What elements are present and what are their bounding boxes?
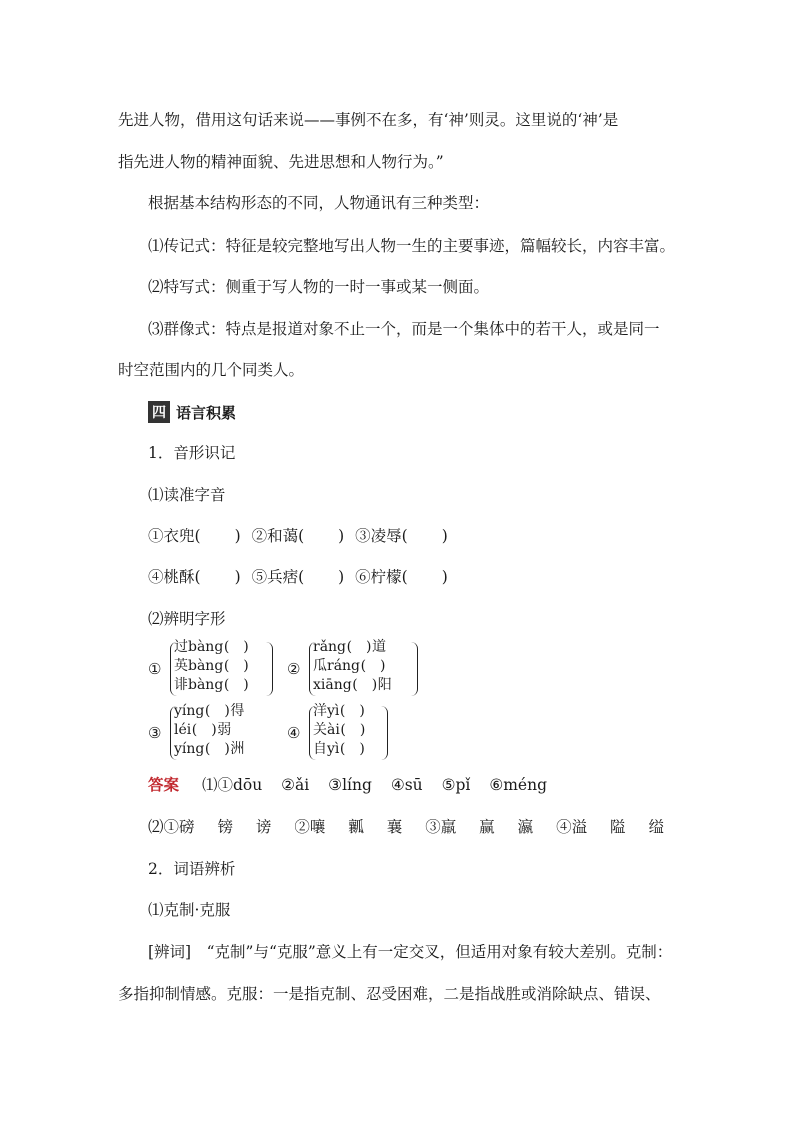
section-badge: 四: [148, 401, 170, 423]
glyph-exercise-q4: ④ 洋yì( ) 关ài( ) 自yì( ): [287, 702, 407, 766]
answer-label: 答案: [148, 775, 180, 794]
answer-line: ⑵①磅 镑 谤 ②嚷 瓤 襄 ③羸 赢 瀛 ④溢 隘 缢: [148, 818, 664, 836]
paragraph-line: 根据基本结构形态的不同，人物通讯有三种类型：: [148, 194, 490, 212]
right-brace: [266, 642, 273, 696]
glyph-exercise-q3: ③ yíng( )得 léi( )弱 yíng( )洲: [148, 702, 278, 766]
answer-line: 答案 ⑴①dōu ②ǎi ③líng ④sū ⑤pǐ ⑥méng: [148, 775, 547, 794]
type-item: ⑵特写式：侧重于写人物的一时一事或某一侧面。: [148, 278, 490, 296]
item-heading: 1．音形识记: [148, 444, 236, 462]
pronunciation-row: ④桃酥( ) ⑤兵痞( ) ⑥柠檬( ): [148, 568, 448, 586]
glyph-exercise-q1: ① 过bàng( ) 英bàng( ) 诽bàng( ): [148, 638, 278, 702]
sub-heading: ⑴克制·克服: [148, 901, 231, 919]
pronunciation-row: ①衣兜( ) ②和蔼( ) ③凌辱( ): [148, 527, 448, 545]
sub-heading: ⑵辨明字形: [148, 610, 226, 628]
paragraph-line: 指先进人物的精神面貌、先进思想和人物行为。”: [118, 153, 444, 171]
glyph-exercise-q2: ② rǎng( )道 瓜ráng( ) xiāng( )阳: [287, 638, 427, 702]
paragraph-line: 时空范围内的几个同类人。: [118, 361, 305, 379]
paragraph-line: [辨词] “克制”与“克服”意义上有一定交叉，但适用对象有较大差别。克制：: [148, 943, 673, 961]
section-heading: [148, 401, 236, 423]
sub-heading: ⑴读准字音: [148, 486, 226, 504]
item-heading: 2．词语辨析: [148, 860, 236, 878]
type-item: ⑶群像式：特点是报道对象不止一个，而是一个集体中的若干人，或是同一: [148, 320, 660, 338]
right-brace: [411, 642, 418, 696]
right-brace: [381, 706, 388, 760]
type-item: ⑴传记式：特征是较完整地写出人物一生的主要事迹，篇幅较长，内容丰富。: [148, 237, 676, 255]
paragraph-line: 多指抑制情感。克服：一是指克制、忍受困难，二是指战胜或消除缺点、错误、: [118, 985, 661, 1003]
section-title: 语言积累: [176, 403, 237, 422]
paragraph-line: 先进人物，借用这句话来说——事例不在多，有‘神’则灵。这里说的‘神’是: [118, 111, 619, 129]
